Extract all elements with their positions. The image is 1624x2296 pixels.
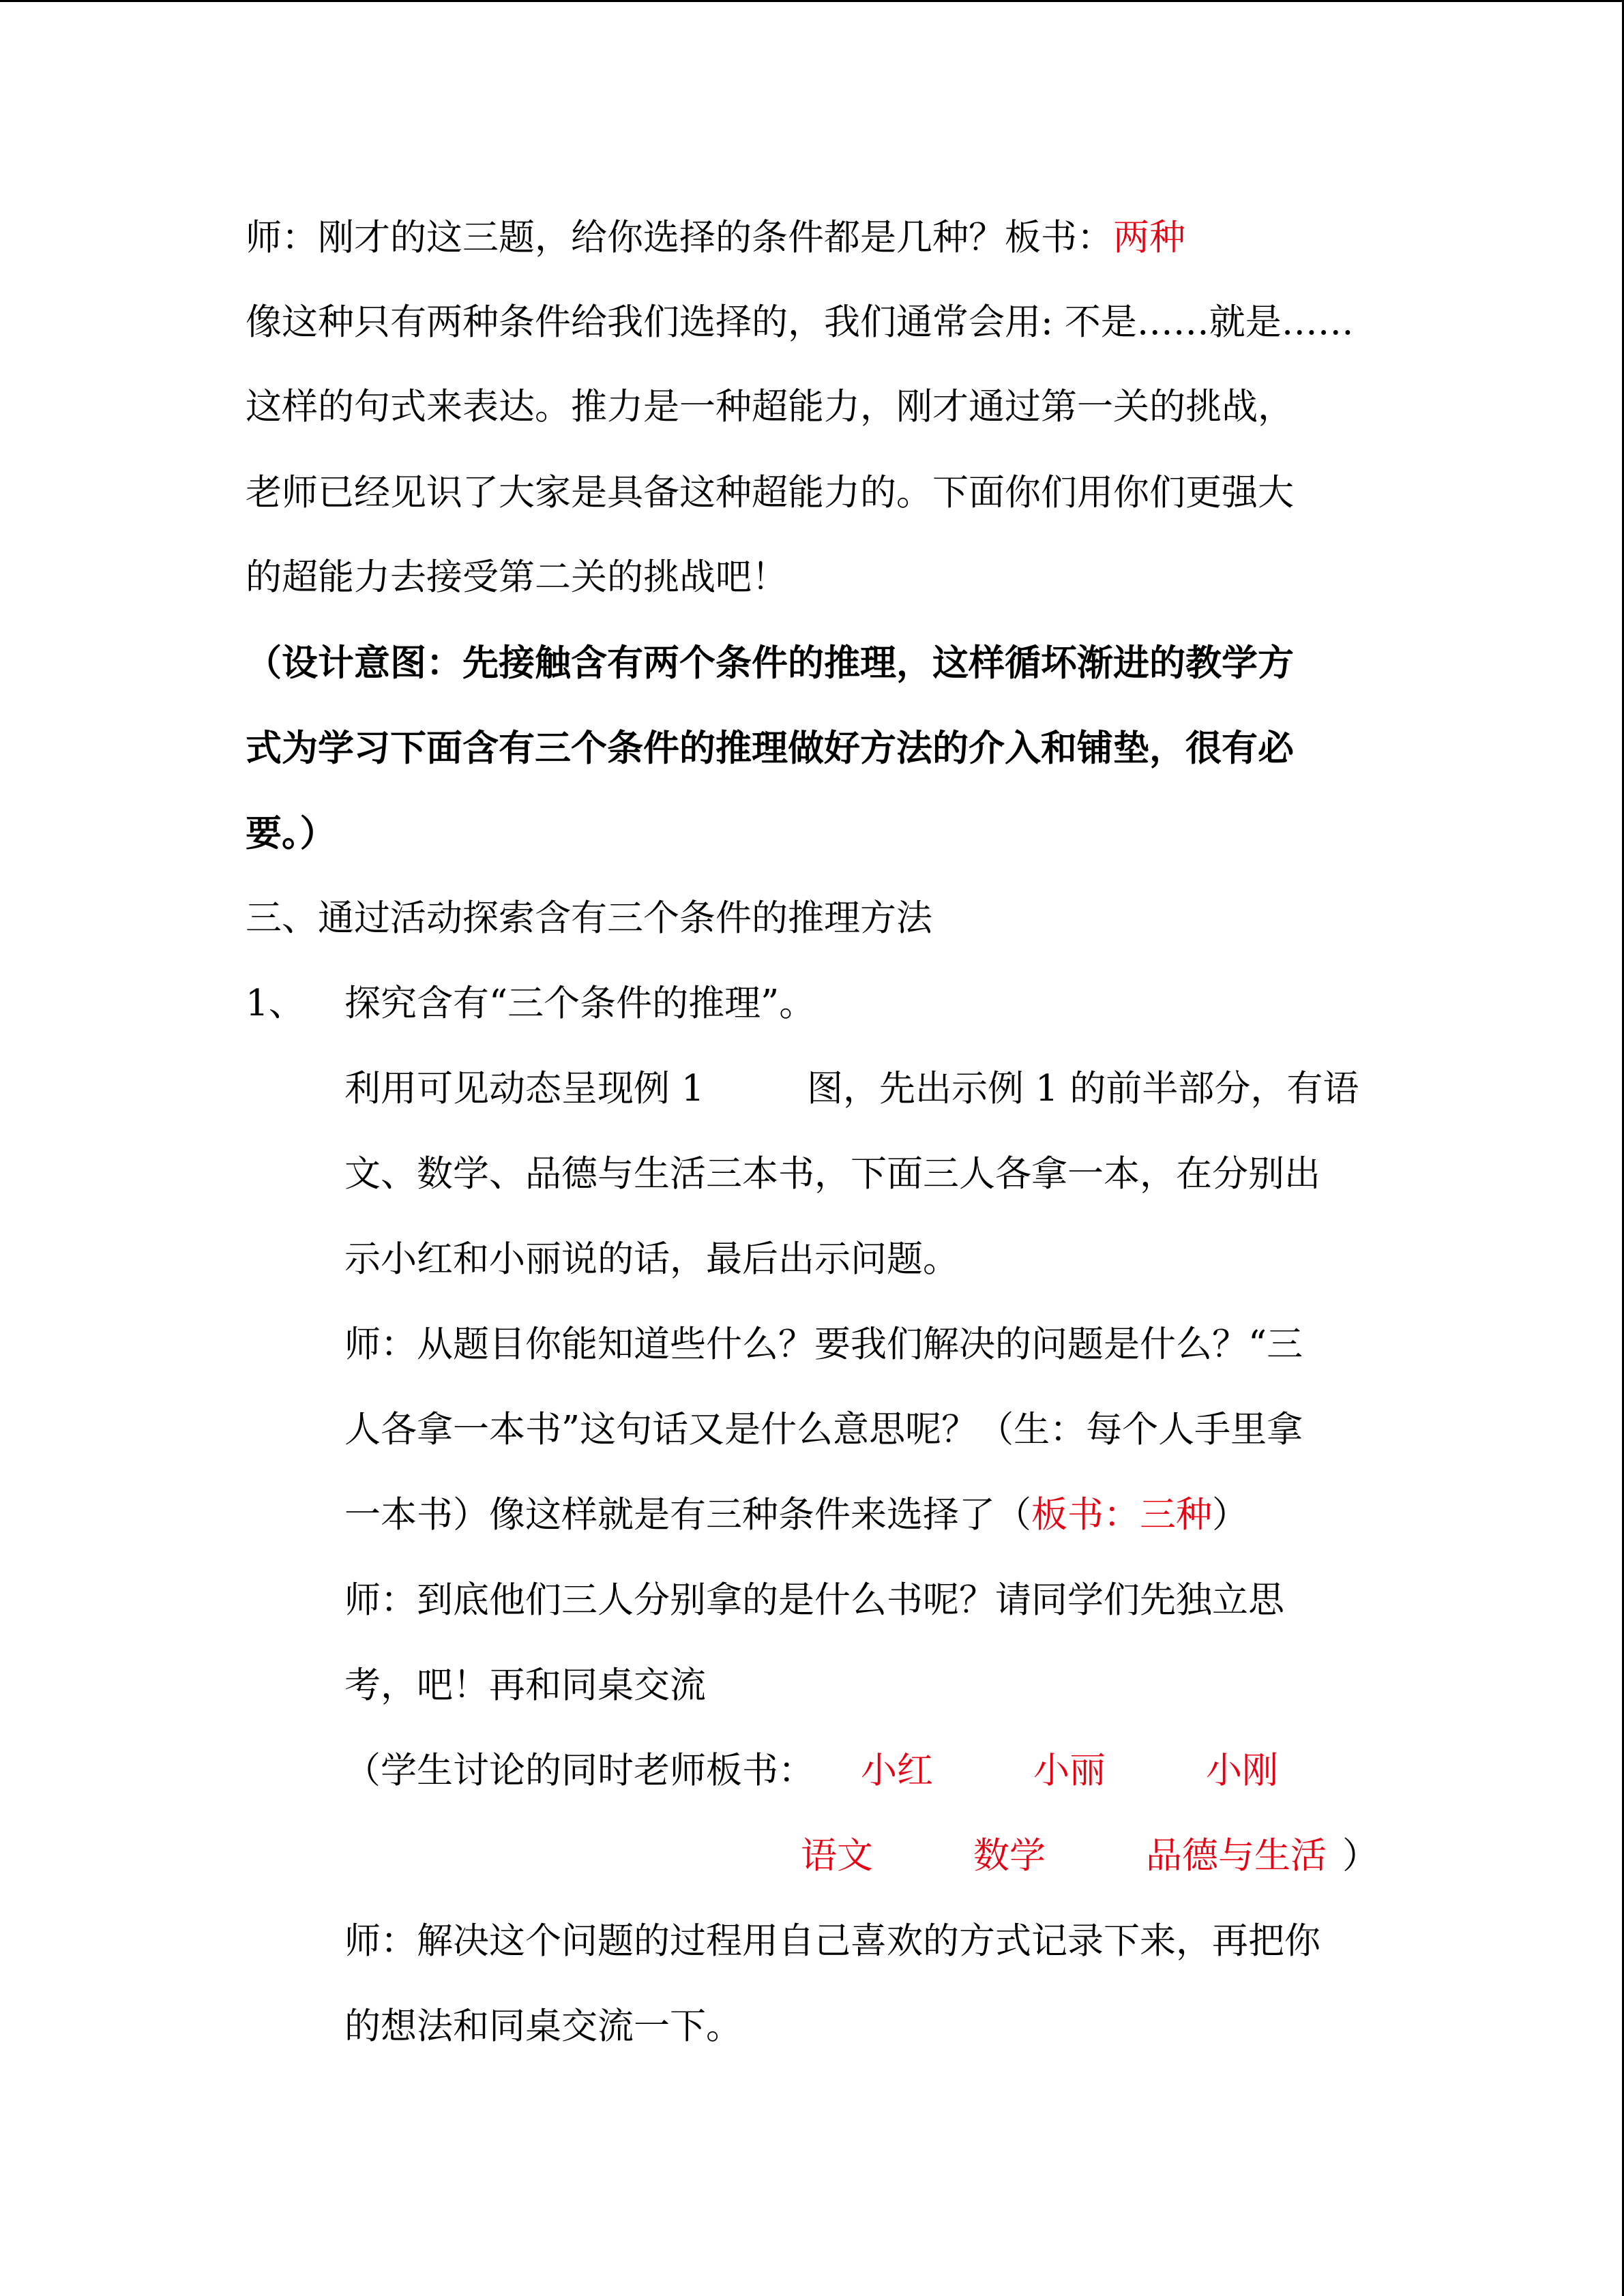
- line-text: 一本书）像这样就是有三种条件来选择了（: [344, 1494, 1031, 1536]
- paragraph-line: 示小红和小丽说的话，最后出示问题。: [344, 1238, 959, 1280]
- line-text: ）: [1212, 1494, 1248, 1536]
- paragraph-line: 的超能力去接受第二关的挑战吧！: [246, 556, 788, 598]
- board-note-close: ）: [1342, 1835, 1378, 1877]
- list-item-number: 1、: [246, 983, 305, 1024]
- paragraph-line: [344, 1491, 1248, 1540]
- paragraph-line: 文、数学、品德与生活三本书，下面三人各拿一本，在分别出: [344, 1153, 1320, 1195]
- list-item-title: 探究含有“三个条件的推理”。: [344, 983, 816, 1024]
- paragraph-line: 利用可见动态呈现例 1: [344, 1068, 705, 1109]
- board-book: 语文: [801, 1835, 873, 1877]
- paragraph-line: 师：解决这个问题的过程用自己喜欢的方式记录下来，再把你: [344, 1920, 1320, 1962]
- board-name: 小刚: [1206, 1750, 1278, 1791]
- line-text: 师：刚才的这三题，给你选择的条件都是几种？板书：: [246, 217, 1113, 258]
- paragraph-line: 人各拿一本书”这句话又是什么意思呢？（生：每个人手里拿: [344, 1409, 1303, 1450]
- page-top-border: [0, 0, 1624, 2]
- design-intent-line: （设计意图：先接触含有两个条件的推理，这样循坏渐进的教学方: [246, 642, 1294, 684]
- paragraph-line: 考，吧！再和同桌交流: [344, 1665, 706, 1706]
- design-intent-line: 式为学习下面含有三个条件的推理做好方法的介入和铺垫，很有必: [246, 727, 1294, 769]
- board-name: 小丽: [1033, 1750, 1106, 1791]
- board-note-red: 两种: [1113, 217, 1185, 258]
- paragraph-line: 师：从题目你能知道些什么？要我们解决的问题是什么？“三: [344, 1324, 1303, 1365]
- paragraph-line: 的想法和同桌交流一下。: [344, 2006, 742, 2047]
- paragraph-line: 这样的句式来表达。推力是一种超能力，刚才通过第一关的挑战，: [246, 386, 1294, 428]
- paragraph-line: 老师已经见识了大家是具备这种超能力的。下面你们用你们更强大: [246, 472, 1294, 513]
- board-note-intro: （学生讨论的同时老师板书：: [344, 1750, 814, 1791]
- section-heading: 三、通过活动探索含有三个条件的推理方法: [246, 897, 932, 939]
- paragraph-line: 图，先出示例 1 的前半部分，有语: [807, 1068, 1359, 1109]
- paragraph-line: [246, 213, 1185, 263]
- paragraph-line: 像这种只有两种条件给我们选择的，我们通常会用: 不是……就是……: [246, 301, 1354, 343]
- design-intent-line: 要。）: [246, 812, 336, 854]
- board-name: 小红: [861, 1750, 933, 1791]
- board-note-red: 板书：三种: [1031, 1494, 1212, 1536]
- board-book: 数学: [973, 1835, 1046, 1877]
- paragraph-line: 师：到底他们三人分别拿的是什么书呢？请同学们先独立思: [344, 1579, 1284, 1621]
- board-book: 品德与生活: [1146, 1835, 1327, 1877]
